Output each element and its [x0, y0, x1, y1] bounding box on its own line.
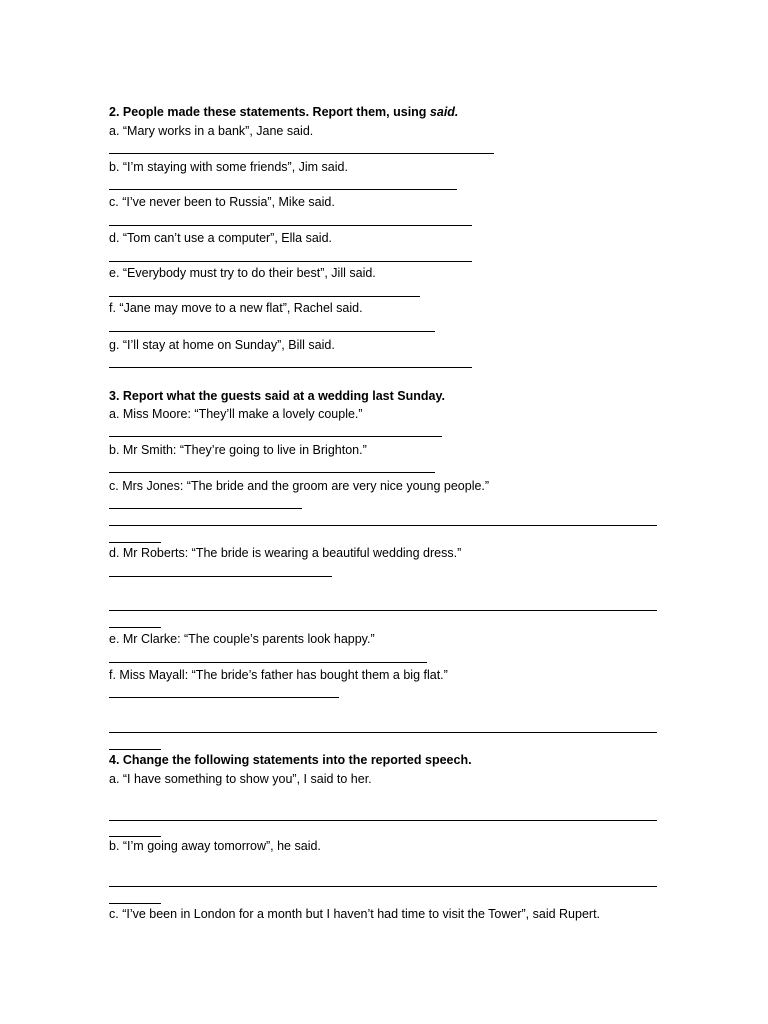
- answer-line[interactable]: [109, 472, 435, 473]
- section-2-heading: [109, 104, 458, 120]
- section-4-item-a: a. “I have something to show you”, I said to her.: [109, 772, 372, 786]
- section-2-item-e: e. “Everybody must try to do their best”, Jill said.: [109, 266, 376, 280]
- answer-line[interactable]: [109, 331, 435, 332]
- answer-line[interactable]: [109, 697, 339, 698]
- section-3-heading: 3. Report what the guests said at a wedding last Sunday.: [109, 389, 445, 403]
- section-2-item-c: c. “I’ve never been to Russia”, Mike said.: [109, 195, 335, 209]
- answer-line[interactable]: [109, 576, 332, 577]
- answer-line[interactable]: [109, 525, 657, 526]
- answer-line[interactable]: [109, 436, 442, 437]
- answer-line[interactable]: [109, 225, 472, 226]
- answer-line[interactable]: [109, 627, 161, 628]
- section-3-item-a: a. Miss Moore: “They’ll make a lovely couple.”: [109, 407, 363, 421]
- section-4-item-b: b. “I’m going away tomorrow”, he said.: [109, 839, 321, 853]
- section-3-item-c: c. Mrs Jones: “The bride and the groom are very nice young people.”: [109, 479, 490, 493]
- section-2-item-b: b. “I’m staying with some friends”, Jim said.: [109, 160, 348, 174]
- answer-line[interactable]: [109, 836, 161, 837]
- answer-line[interactable]: [109, 542, 161, 543]
- section-2-item-a: a. “Mary works in a bank”, Jane said.: [109, 124, 314, 138]
- answer-line[interactable]: [109, 610, 657, 611]
- section-4-item-c: c. “I’ve been in London for a month but I haven’t had time to visit the Tower”, said Rupert.: [109, 907, 601, 921]
- answer-line[interactable]: [109, 261, 472, 262]
- answer-line[interactable]: [109, 749, 161, 750]
- answer-line[interactable]: [109, 886, 657, 887]
- answer-line[interactable]: [109, 662, 427, 663]
- answer-line[interactable]: [109, 153, 494, 154]
- section-3-item-d: d. Mr Roberts: “The bride is wearing a beautiful wedding dress.”: [109, 546, 462, 560]
- section-2-item-d: d. “Tom can’t use a computer”, Ella said.: [109, 231, 333, 245]
- answer-line[interactable]: [109, 508, 302, 509]
- answer-line[interactable]: [109, 367, 472, 368]
- answer-line[interactable]: [109, 189, 457, 190]
- section-2-item-g: g. “I’ll stay at home on Sunday”, Bill said.: [109, 338, 335, 352]
- section-3-item-f: f. Miss Mayall: “The bride’s father has bought them a big flat.”: [109, 668, 448, 682]
- answer-line[interactable]: [109, 296, 420, 297]
- section-2-heading-italic: said.: [429, 105, 459, 119]
- section-3-item-b: b. Mr Smith: “They’re going to live in Brighton.”: [109, 443, 367, 457]
- section-4-heading: 4. Change the following statements into the reported speech.: [109, 753, 472, 767]
- section-2-item-f: f. “Jane may move to a new flat”, Rachel said.: [109, 301, 363, 315]
- answer-line[interactable]: [109, 732, 657, 733]
- section-3-item-e: e. Mr Clarke: “The couple’s parents look happy.”: [109, 632, 375, 646]
- section-2-heading-text: 2. People made these statements. Report them, using: [109, 105, 430, 119]
- answer-line[interactable]: [109, 820, 657, 821]
- answer-line[interactable]: [109, 903, 161, 904]
